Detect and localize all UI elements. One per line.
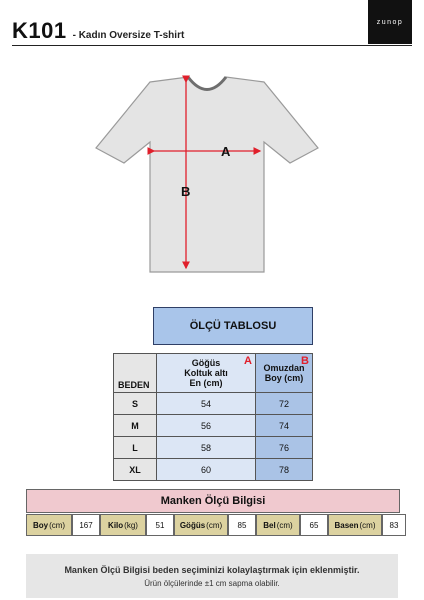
model-waist-unit: (cm) xyxy=(276,520,293,530)
model-info-title: Manken Ölçü Bilgisi xyxy=(26,489,400,513)
chest-width-cell: 56 xyxy=(157,415,256,437)
chest-width-cell: 60 xyxy=(157,459,256,481)
model-height-unit: (cm) xyxy=(49,520,66,530)
col-a-mark: A xyxy=(244,355,252,367)
col-a-line-2: Koltuk altı xyxy=(184,368,228,378)
col-b-line-1: Omuzdan xyxy=(263,363,305,373)
info-note xyxy=(26,554,398,598)
model-height-value: 167 xyxy=(72,514,100,536)
label-a: A xyxy=(221,144,231,159)
col-b-mark: B xyxy=(301,355,309,367)
col-b-line-2: Boy (cm) xyxy=(264,373,304,383)
model-waist-value: 65 xyxy=(300,514,328,536)
label-b: B xyxy=(181,184,191,199)
size-table xyxy=(113,353,313,481)
header-divider xyxy=(12,45,412,46)
model-hip-label-text: Basen xyxy=(334,520,359,530)
note-line-1: Manken Ölçü Bilgisi beden seçiminizi kolaylaştırmak için eklenmiştir. xyxy=(64,564,360,575)
model-chest-label-text: Göğüs xyxy=(179,520,206,530)
size-cell: XL xyxy=(114,459,157,481)
product-code: K101 xyxy=(12,18,67,43)
col-a-line-1: Göğüs xyxy=(191,358,221,368)
length-cell: 76 xyxy=(256,437,313,459)
table-row xyxy=(114,393,313,415)
tshirt-diagram xyxy=(0,60,424,285)
model-weight-value: 51 xyxy=(146,514,174,536)
size-cell: S xyxy=(114,393,157,415)
model-info-row xyxy=(26,514,406,536)
model-hip-value: 83 xyxy=(382,514,406,536)
brand-logo: zunop xyxy=(368,0,412,44)
product-subtitle: - Kadın Oversize T-shirt xyxy=(72,30,185,41)
model-waist-label-text: Bel xyxy=(263,520,276,530)
size-cell: L xyxy=(114,437,157,459)
col-b-header xyxy=(256,354,313,393)
size-cell: M xyxy=(114,415,157,437)
col-beden-header: BEDEN xyxy=(114,354,157,393)
model-weight-label-text: Kilo xyxy=(108,520,124,530)
chest-width-cell: 54 xyxy=(157,393,256,415)
table-row xyxy=(114,459,313,481)
table-row xyxy=(114,437,313,459)
col-a-header xyxy=(157,354,256,393)
model-hip-label xyxy=(328,514,382,536)
size-table-title: ÖLÇÜ TABLOSU xyxy=(153,307,313,345)
model-weight-label xyxy=(100,514,146,536)
size-table-header xyxy=(114,354,313,393)
header xyxy=(12,18,184,44)
model-waist-label xyxy=(256,514,300,536)
length-cell: 72 xyxy=(256,393,313,415)
model-weight-unit: (kg) xyxy=(124,520,138,530)
length-cell: 78 xyxy=(256,459,313,481)
model-height-label-text: Boy xyxy=(32,520,49,530)
model-height-label xyxy=(26,514,72,536)
model-chest-value: 85 xyxy=(228,514,256,536)
model-chest-label xyxy=(174,514,228,536)
model-hip-unit: (cm) xyxy=(359,520,376,530)
table-row xyxy=(114,415,313,437)
tshirt-shape xyxy=(96,77,318,272)
chest-width-cell: 58 xyxy=(157,437,256,459)
note-line-2: Ürün ölçülerinde ±1 cm sapma olabilir. xyxy=(144,578,280,588)
length-cell: 74 xyxy=(256,415,313,437)
model-chest-unit: (cm) xyxy=(206,520,223,530)
col-a-line-3: En (cm) xyxy=(189,378,223,388)
